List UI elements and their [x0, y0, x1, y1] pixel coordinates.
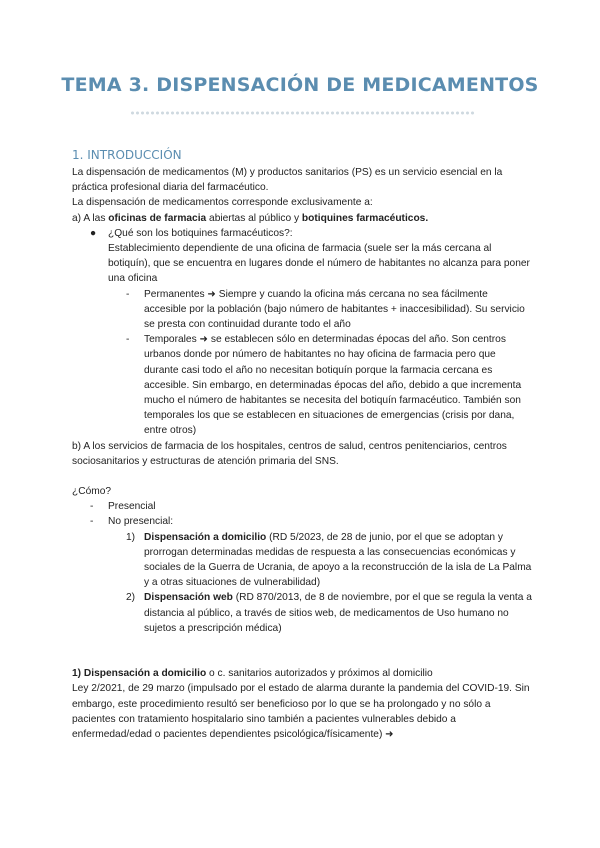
presencial-text: Presencial	[108, 501, 156, 513]
temporales-text: Temporales ➜ se establecen sólo en determinadas épocas del año. Son centros urbanos donde por número de habitantes no hay oficina de farmacia pero que durante casi todo el año no necesitan botiquín porque la farmacia cercana es accesible. Sin embargo, en determinadas épocas del año, debido a que incrementa mucho el número de habitantes se necesita del botiquín farmacéutico. También son temporales los que se establecen en situaciones de emergencias (crisis por dana, entre otros)	[144, 334, 522, 437]
dash-marker: -	[90, 501, 94, 513]
domicilio-text: Ley 2/2021, de 29 marzo (impulsado por el estado de alarma durante la pandemia del COVID-19. Sin embargo, este procedimiento resultó ser beneficioso por lo que se ha prolongado y no sólo a pacientes con tratamiento hospitalario sino también a pacientes vulnerables debido a enfermedad/edad o pacientes dependientes psicológica/físicamente) ➜	[72, 683, 530, 740]
numbered-item-web	[72, 590, 532, 636]
list-item-temporales	[72, 332, 532, 438]
bullet-question: ¿Qué son los botiquines farmacéuticos?:	[108, 227, 293, 239]
title-divider	[130, 110, 475, 116]
list-item-no-presencial	[72, 514, 532, 529]
paragraph-a: a) A las oficinas de farmacia abiertas al público y botiquines farmacéuticos.	[72, 212, 429, 224]
bullet-marker: ●	[90, 227, 97, 239]
document-body	[72, 147, 532, 742]
section-heading-introduccion: 1. INTRODUCCIÓN	[72, 148, 182, 162]
numbered-item-domicilio	[72, 530, 532, 591]
dash-marker: -	[126, 334, 130, 346]
dash-marker: -	[126, 288, 130, 300]
no-presencial-text: No presencial:	[108, 516, 174, 528]
number-marker: 2)	[126, 592, 136, 604]
como-label: ¿Cómo?	[72, 486, 112, 498]
bullet-botiquines	[72, 226, 532, 287]
paragraph-b: b) A los servicios de farmacia de los hospitales, centros de salud, centros penitenciarios, centros sociosanitarios y estructuras de atención primaria del SNS.	[72, 440, 507, 467]
dash-marker: -	[90, 516, 94, 528]
list-item-permanentes	[72, 287, 532, 333]
domicilio-heading: 1) Dispensación a domicilio o c. sanitarios autorizados y próximos al domicilio	[72, 668, 433, 680]
number-marker: 1)	[126, 531, 136, 543]
permanentes-text: Permanentes ➜ Siempre y cuando la oficina más cercana no sea fácilmente accesible por la población (bajo número de habitantes + inaccesibilidad). Su servicio se presta con continuidad durante todo el año	[144, 288, 525, 331]
item2-text: Dispensación web (RD 870/2013, de 8 de noviembre, por el que se regula la venta a distancia al público, a través de sitios web, de medicamentos de Uso humano no sujetos a prescripción médica)	[144, 592, 532, 634]
bullet-definition: Establecimiento dependiente de una oficina de farmacia (suele ser la más cercana al botiquín), que se encuentra en lugares donde el número de habitantes no alcanza para poner una oficina	[108, 243, 530, 285]
paragraph-intro: La dispensación de medicamentos (M) y productos sanitarios (PS) es un servicio esencial en la práctica profesional diaria del farmacéutico.	[72, 167, 503, 194]
paragraph-intro2: La dispensación de medicamentos corresponde exclusivamente a:	[72, 197, 373, 209]
item1-text: Dispensación a domicilio (RD 5/2023, de 28 de junio, por el que se adoptan y prorrogan determinadas medidas de respuesta a las consecuencias económicas y sociales de la Guerra de Ucrania, de apoyo a la reconstrucción de la isla de La Palma y a otras situaciones de vulnerabilidad)	[144, 531, 532, 589]
list-item-presencial	[72, 499, 532, 514]
page-title: TEMA 3. DISPENSACIÓN DE MEDICAMENTOS	[61, 74, 539, 96]
